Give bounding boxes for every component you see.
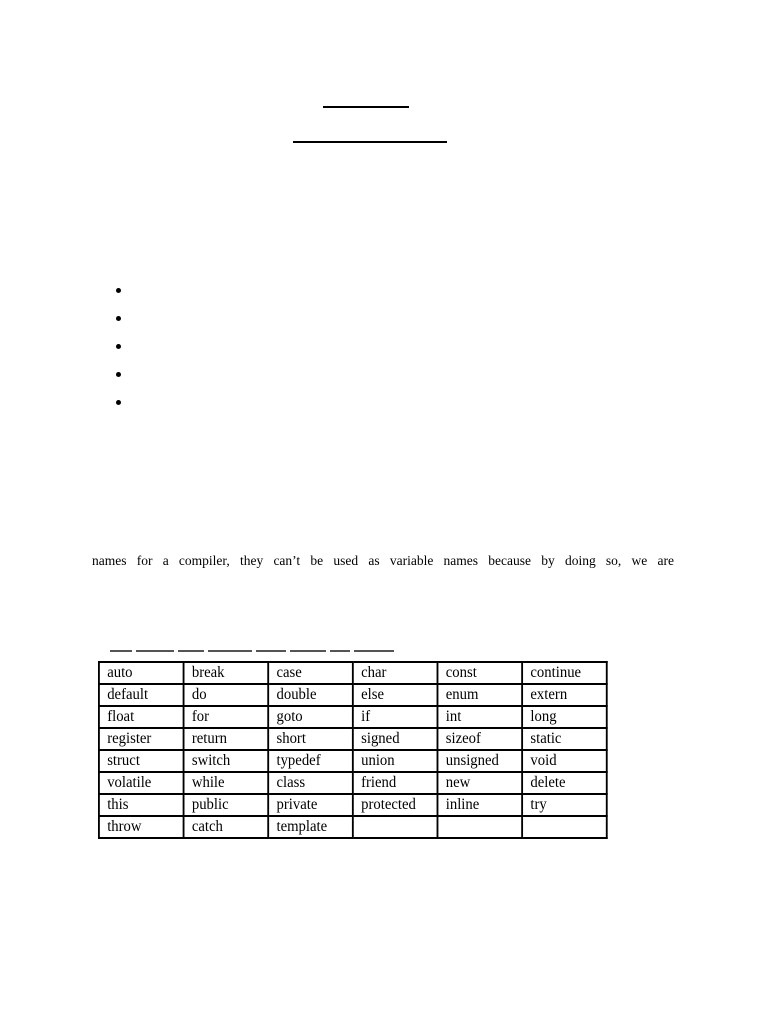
table-cell: switch — [184, 750, 269, 772]
table-cell: catch — [184, 816, 269, 838]
table-cell: unsigned — [437, 750, 522, 772]
bullet-icon — [116, 344, 121, 349]
table-cell: double — [268, 684, 353, 706]
table-cell — [353, 816, 438, 838]
table-cell: short — [268, 728, 353, 750]
title-underline — [323, 106, 409, 108]
table-cell: typedef — [268, 750, 353, 772]
table-cell: sizeof — [437, 728, 522, 750]
table-cell: void — [522, 750, 607, 772]
table-cell: class — [268, 772, 353, 794]
table-row — [99, 816, 607, 838]
table-cell: else — [353, 684, 438, 706]
bullet-icon — [116, 400, 121, 405]
bullet-icon — [116, 288, 121, 293]
table-cell: enum — [437, 684, 522, 706]
table-row — [99, 728, 607, 750]
table-cell: new — [437, 772, 522, 794]
table-cell — [437, 816, 522, 838]
table-cell: while — [184, 772, 269, 794]
table-cell: long — [522, 706, 607, 728]
table-cell: public — [184, 794, 269, 816]
table-cell: delete — [522, 772, 607, 794]
table-cell — [522, 816, 607, 838]
table-cell: if — [353, 706, 438, 728]
table-cell: case — [268, 662, 353, 684]
table-cell: char — [353, 662, 438, 684]
table-cell: signed — [353, 728, 438, 750]
bullet-icon — [116, 372, 121, 377]
table-cell: volatile — [99, 772, 184, 794]
table-cell: try — [522, 794, 607, 816]
table-row — [99, 750, 607, 772]
table-cell: for — [184, 706, 269, 728]
subtitle-underline — [293, 141, 447, 143]
paragraph-text-line: names for a compiler, they can’t be used as variable names because by doing so, we are — [92, 553, 674, 568]
table-row — [99, 794, 607, 816]
table-cell: continue — [522, 662, 607, 684]
table-cell: do — [184, 684, 269, 706]
table-cell: throw — [99, 816, 184, 838]
table-cell: this — [99, 794, 184, 816]
table-cell: auto — [99, 662, 184, 684]
keywords-table — [98, 661, 608, 839]
table-cell: inline — [437, 794, 522, 816]
table-cell: private — [268, 794, 353, 816]
table-cell: break — [184, 662, 269, 684]
table-cell: struct — [99, 750, 184, 772]
table-cell: register — [99, 728, 184, 750]
table-row — [99, 772, 607, 794]
table-cell: template — [268, 816, 353, 838]
table-row — [99, 684, 607, 706]
table-cell: friend — [353, 772, 438, 794]
table-cell: static — [522, 728, 607, 750]
table-cell: goto — [268, 706, 353, 728]
table-cell: default — [99, 684, 184, 706]
table-cell: const — [437, 662, 522, 684]
table-cell: union — [353, 750, 438, 772]
clipped-text-line — [110, 650, 410, 656]
table-cell: extern — [522, 684, 607, 706]
table-row — [99, 662, 607, 684]
table-cell: return — [184, 728, 269, 750]
table-cell: float — [99, 706, 184, 728]
table-cell: int — [437, 706, 522, 728]
table-row — [99, 706, 607, 728]
table-cell: protected — [353, 794, 438, 816]
bullet-icon — [116, 316, 121, 321]
